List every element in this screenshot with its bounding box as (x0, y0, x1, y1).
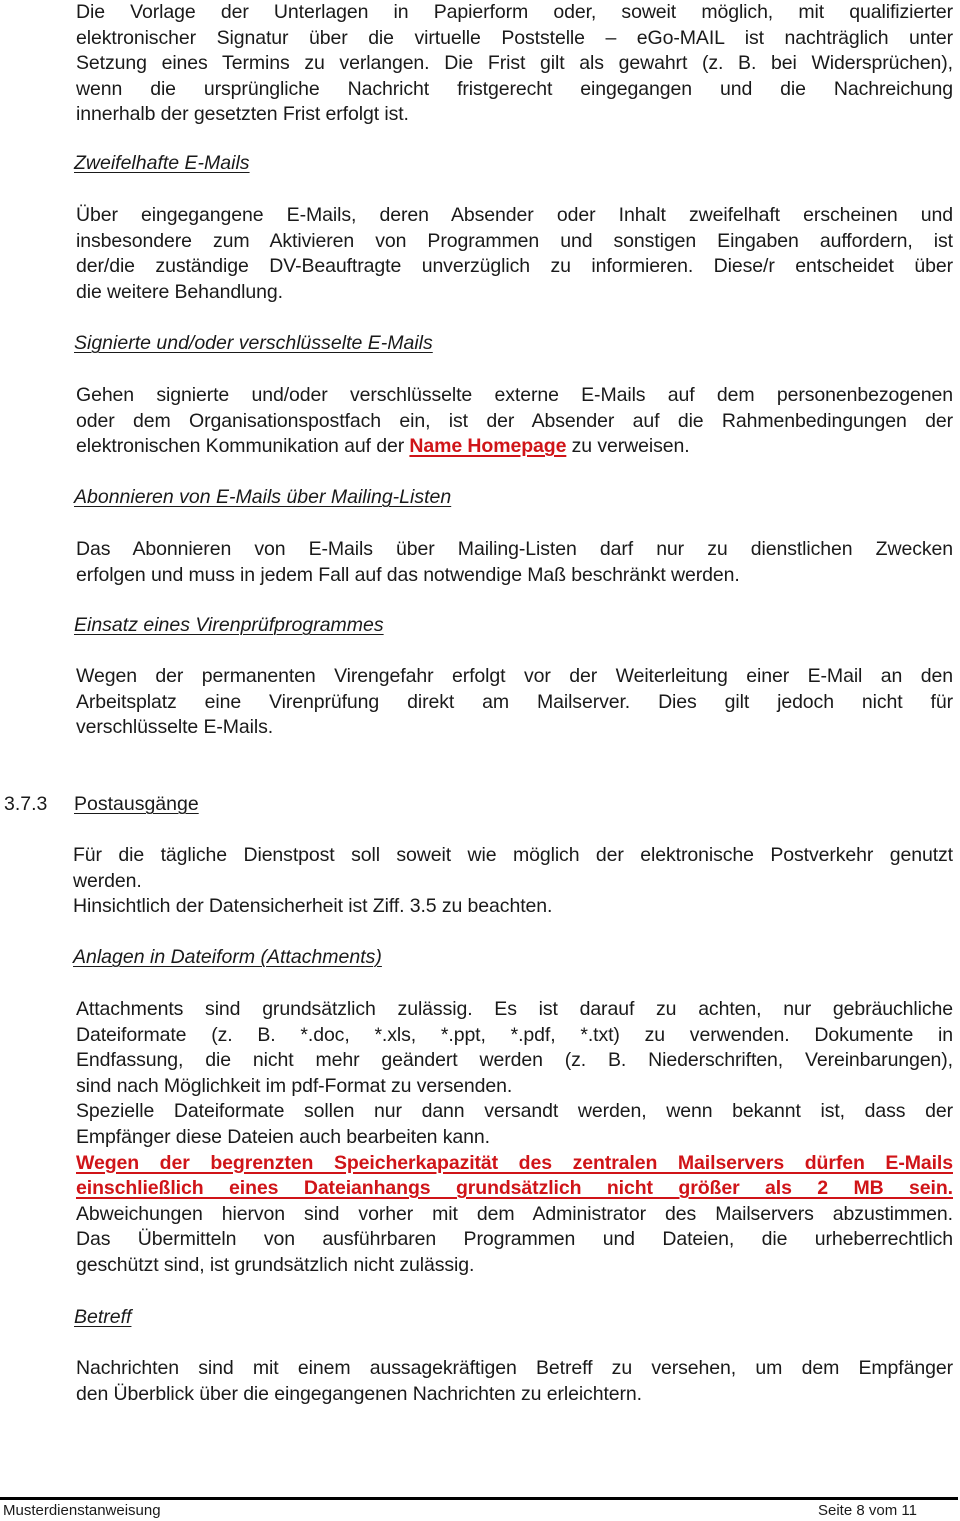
paragraph-line: die weitere Behandlung. (76, 280, 283, 303)
chapter-number: 3.7.3 (4, 793, 48, 815)
line-prefix: elektronischen Kommunikation auf der (76, 435, 410, 458)
section-heading-virenpruefung: Einsatz eines Virenprüfprogrammes (74, 614, 384, 636)
paragraph-line: Gehen signierte und/oder verschlüsselte externe E-Mails auf dem personenbezogenen (76, 384, 953, 406)
chapter-heading (4, 792, 199, 818)
paragraph-line: sind nach Möglichkeit im pdf-Format zu versenden. (76, 1074, 513, 1097)
paragraph-line: Über eingegangene E-Mails, deren Absender oder Inhalt zweifelhaft erscheinen und (76, 204, 953, 226)
paragraph-betreff (76, 1356, 953, 1407)
paragraph-virenpruefung (76, 664, 953, 741)
paragraph-line: Dateiformate (z. B. *.doc, *.xls, *.ppt, *.pdf, *.txt) zu verwenden. Dokumente in (76, 1023, 953, 1046)
paragraph-line: Setzung eines Termins zu verlangen. Die Frist gilt als gewahrt (z. B. bei Widersprüchen), (76, 52, 953, 75)
paragraph-line: oder dem Organisationspostfach ein, ist der Absender auf die Rahmenbedingungen der (76, 409, 953, 432)
warning-line: Wegen der begrenzten Speicherkapazität des zentralen Mailservers dürfen E-Mails (76, 1151, 953, 1174)
paragraph-line: Endfassung, die nicht mehr geändert werden (z. B. Niederschriften, Vereinbarungen), (76, 1049, 953, 1072)
paragraph-zweifelhafte-emails (76, 203, 953, 305)
paragraph-signierte-emails (76, 383, 953, 460)
paragraph-line: Nachrichten sind mit einem aussagekräftigen Betreff zu versehen, um dem Empfänger (76, 1357, 953, 1379)
homepage-link[interactable]: Name Homepage (409, 435, 567, 458)
chapter-title: Postausgänge (74, 793, 199, 815)
intro-paragraph (76, 0, 953, 128)
paragraph-line: Hinsichtlich der Datensicherheit ist Ziff. 3.5 zu beachten. (73, 895, 553, 918)
paragraph-line: Die Vorlage der Unterlagen in Papierform oder, soweit möglich, mit qualifizierter (76, 1, 953, 23)
paragraph-line: den Überblick über die eingegangenen Nachrichten zu erleichtern. (76, 1382, 642, 1405)
paragraph-line: verschlüsselte E-Mails. (76, 716, 274, 739)
paragraph-line: Arbeitsplatz eine Virenprüfung direkt am Mailserver. Dies gilt jedoch nicht für (76, 690, 953, 713)
section-heading-betreff: Betreff (74, 1306, 132, 1328)
paragraph-line: insbesondere zum Aktivieren von Programmen und sonstigen Eingaben auffordern, ist (76, 229, 953, 252)
paragraph-line: Spezielle Dateiformate sollen nur dann versandt werden, wenn bekannt ist, dass der (76, 1100, 953, 1123)
paragraph-line: innerhalb der gesetzten Frist erfolgt ist. (76, 103, 409, 126)
line-suffix: zu verweisen. (566, 435, 690, 458)
paragraph-postausgaenge (73, 843, 953, 920)
footer-page-number: Seite 8 vom 11 (818, 1502, 917, 1519)
section-heading-attachments: Anlagen in Dateiform (Attachments) (73, 946, 382, 968)
paragraph-line: elektronischer Signatur über die virtuelle Poststelle – eGo-MAIL ist nachträglich unter (76, 26, 953, 49)
paragraph-line: geschützt sind, ist grundsätzlich nicht zulässig. (76, 1253, 475, 1276)
paragraph-mailing-listen (76, 537, 953, 588)
paragraph-line: wenn die ursprüngliche Nachricht fristgerecht eingegangen und die Nachreichung (76, 77, 953, 100)
paragraph-line: erfolgen und muss in jedem Fall auf das notwendige Maß beschränkt werden. (76, 563, 740, 586)
paragraph-line: Das Abonnieren von E-Mails über Mailing-Listen darf nur zu dienstlichen Zwecken (76, 538, 953, 560)
paragraph-attachments (76, 997, 953, 1279)
warning-line: einschließlich eines Dateianhangs grundsätzlich nicht größer als 2 MB sein. (76, 1177, 953, 1200)
footer-document-title: Musterdienstanweisung (3, 1502, 161, 1519)
paragraph-line: Das Übermitteln von ausführbaren Programmen und Dateien, die urheberrechtlich (76, 1228, 953, 1251)
paragraph-line: der/die zuständige DV-Beauftragte unverzüglich zu informieren. Diese/r entscheidet über (76, 255, 953, 278)
paragraph-line (76, 434, 953, 460)
paragraph-line: Abweichungen hiervon sind vorher mit dem Administrator des Mailservers abzustimmen. (76, 1202, 953, 1225)
paragraph-line: Attachments sind grundsätzlich zulässig. Es ist darauf zu achten, nur gebräuchliche (76, 998, 953, 1020)
paragraph-line: Für die tägliche Dienstpost soll soweit wie möglich der elektronische Postverkehr genutzt (73, 844, 953, 866)
paragraph-line: Wegen der permanenten Virengefahr erfolgt vor der Weiterleitung einer E-Mail an den (76, 665, 953, 687)
section-heading-signierte-emails: Signierte und/oder verschlüsselte E-Mails (74, 332, 433, 354)
section-heading-mailing-listen: Abonnieren von E-Mails über Mailing-Listen (74, 486, 452, 508)
footer-divider (0, 1497, 958, 1500)
section-heading-zweifelhafte-emails: Zweifelhafte E-Mails (74, 152, 250, 174)
paragraph-line: Empfänger diese Dateien auch bearbeiten kann. (76, 1125, 490, 1148)
paragraph-line: werden. (73, 869, 142, 892)
